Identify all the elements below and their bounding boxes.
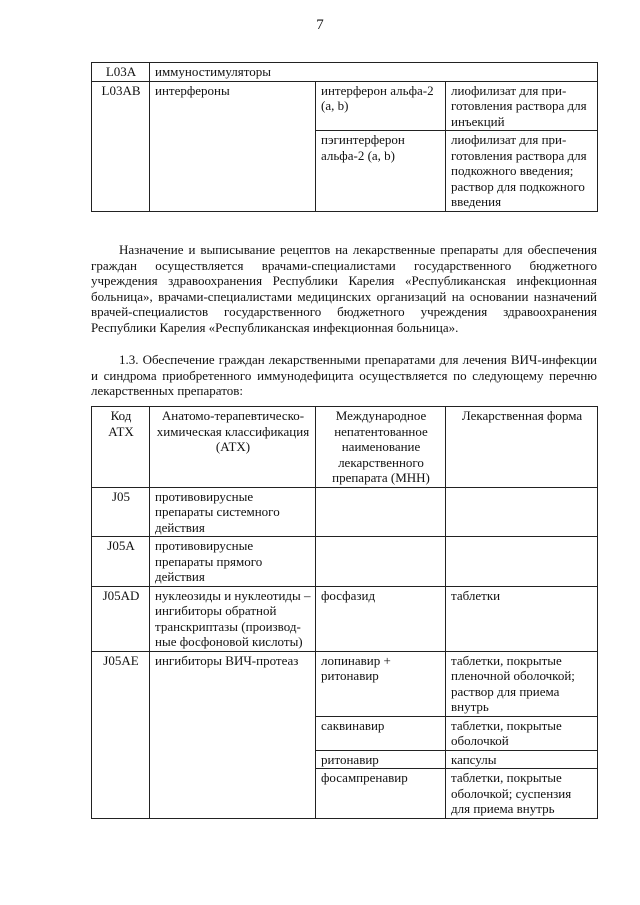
atc-code-cell: J05AD — [92, 586, 150, 651]
table-row — [92, 487, 598, 537]
header-atc-class: Анатомо-терапевтическо-химическая классификация (АТХ) — [150, 407, 316, 488]
dosage-form-cell: таблетки, покрытые оболочкой — [446, 716, 598, 750]
dosage-form-cell — [446, 537, 598, 587]
dosage-form-cell: таблетки, покрытые оболочкой; суспензия для приема внутрь — [446, 769, 598, 819]
inn-cell: саквинавир — [316, 716, 446, 750]
hiv-medicines-table — [91, 406, 598, 819]
atc-class-cell: иммуностимуляторы — [150, 63, 598, 82]
table-row — [92, 81, 598, 131]
inn-cell: фосфазид — [316, 586, 446, 651]
page-number: 7 — [316, 17, 324, 33]
inn-cell: лопинавир + ритонавир — [316, 651, 446, 716]
inn-cell: пэгинтерферон альфа-2 (a, b) — [316, 131, 446, 212]
atc-class-cell: нуклеозиды и нуклеотиды – ингибиторы обратной транскриптазы (производ-ные фосфоновой кислоты) — [150, 586, 316, 651]
prescription-paragraph: Назначение и выписывание рецептов на лекарственные препараты для обеспечения граждан осуществляется врачами-специалистами государственного бюджетного учреждения здравоохранения Республики Карелия «Республиканская инфекционная больница», врачами-специалистами медицинских организаций на основании назначений врачей-специалистов государственного бюджетного учреждения здравоохранения Республики Карелия «Республиканская инфекционная больница». — [91, 242, 597, 335]
dosage-form-cell: лиофилизат для при-готовления раствора для инъекций — [446, 81, 598, 131]
dosage-form-cell: таблетки, покрытые пленочной оболочкой; раствор для приема внутрь — [446, 651, 598, 716]
dosage-form-cell: капсулы — [446, 750, 598, 769]
table-row — [92, 651, 598, 716]
dosage-form-cell: лиофилизат для при-готовления раствора для подкожного введения; раствор для подкожного введения — [446, 131, 598, 212]
inn-cell — [316, 487, 446, 537]
inn-cell: ритонавир — [316, 750, 446, 769]
inn-cell: фосампренавир — [316, 769, 446, 819]
atc-class-cell: противовирусные препараты системного действия — [150, 487, 316, 537]
inn-cell: интерферон альфа-2 (a, b) — [316, 81, 446, 131]
dosage-form-cell: таблетки — [446, 586, 598, 651]
table-row — [92, 537, 598, 587]
atc-code-cell: J05 — [92, 487, 150, 537]
inn-cell — [316, 537, 446, 587]
atc-code-cell: J05AE — [92, 651, 150, 818]
section-1-3-paragraph: 1.3. Обеспечение граждан лекарственными препаратами для лечения ВИЧ-инфекции и синдрома приобретенного иммунодефицита осуществляется по следующему перечню лекарственных препаратов: — [91, 352, 597, 399]
dosage-form-cell — [446, 487, 598, 537]
atc-class-cell: ингибиторы ВИЧ-протеаз — [150, 651, 316, 818]
table-header-row — [92, 407, 598, 488]
atc-class-cell: противовирусные препараты прямого действия — [150, 537, 316, 587]
header-inn: Международное непатентованное наименование лекарственного препарата (МНН) — [316, 407, 446, 488]
atc-code-cell: L03AB — [92, 81, 150, 211]
atc-code-cell: L03A — [92, 63, 150, 82]
atc-code-cell: J05A — [92, 537, 150, 587]
header-dosage-form: Лекарственная форма — [446, 407, 598, 488]
header-atc-code: Код АТХ — [92, 407, 150, 488]
table-row — [92, 63, 598, 82]
medicines-table-continued — [91, 62, 598, 212]
atc-class-cell: интерфероны — [150, 81, 316, 211]
table-row — [92, 586, 598, 651]
